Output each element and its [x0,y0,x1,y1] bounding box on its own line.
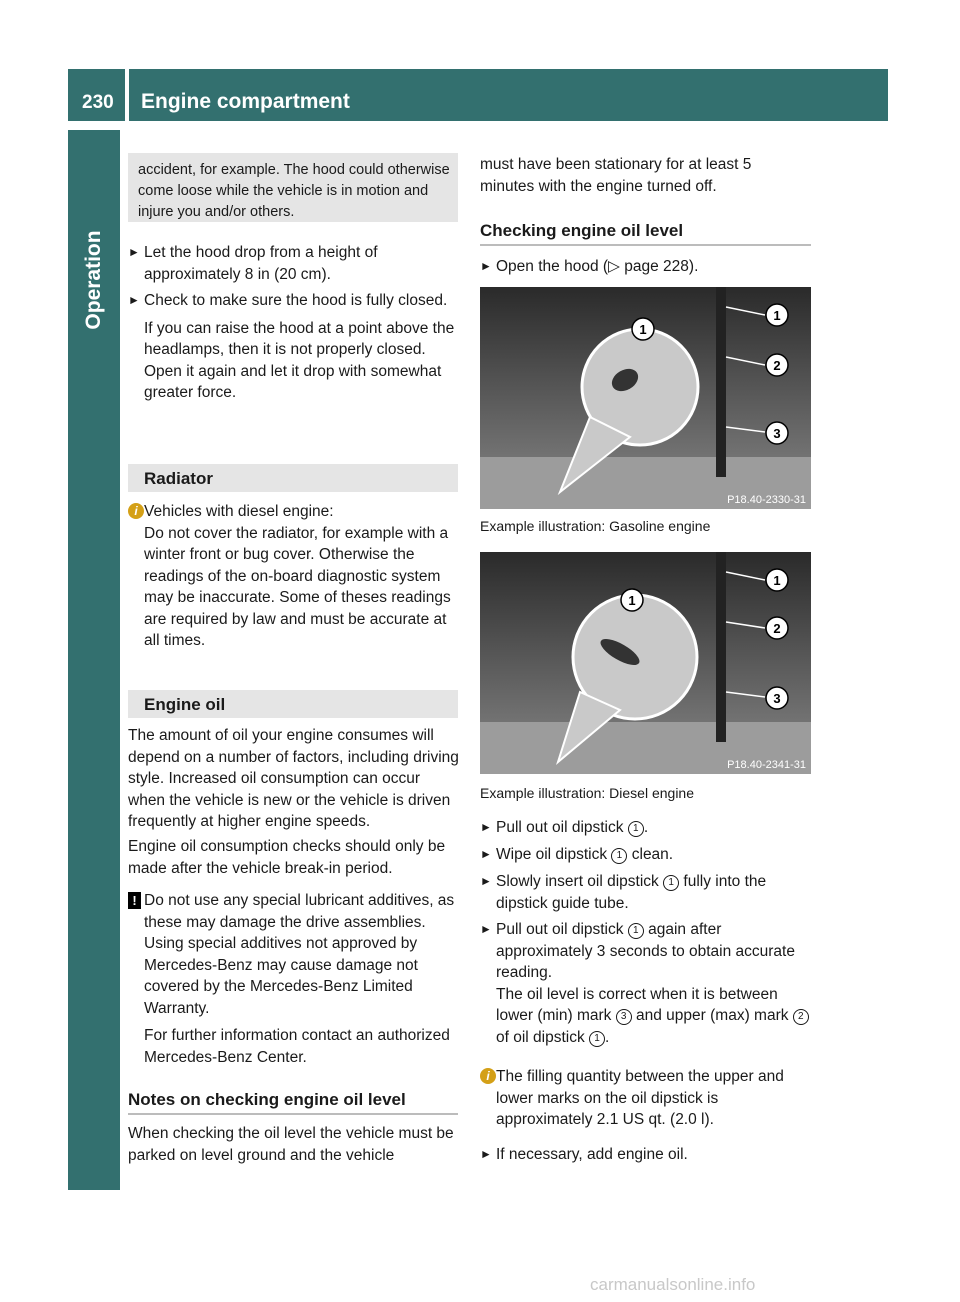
callout-1 [766,304,788,326]
svg-text:1: 1 [773,573,781,588]
engine-illustration [480,552,811,774]
callout-ref: 1 [663,875,679,891]
info-icon: i [480,1068,496,1084]
list-item: ► Pull out oil dipstick 1 again after approximately 3 seconds to obtain accurate reading. The oil level is correct when it is between lower (min) mark 3 and upper (max) mark 2 of oil dipstick 1 . [480,919,811,1048]
caution-note: ! Do not use any special lubricant additives, as these may damage the drive assemblies. Using special additives not approved by Mercedes-Benz may cause damage not covered by the Mercedes-Benz Limited Warranty. For further information contact an authorized Mercedes-Benz Center. [128,890,460,1068]
warning-box [128,153,458,222]
paragraph: When checking the oil level the vehicle must be parked on level ground and the vehicle [128,1125,454,1164]
figure-caption: Example illustration: Gasoline engine [480,518,711,534]
list-item: ► Open the hood (▷ page 228). [480,256,811,278]
page-number: 230 [82,92,114,113]
callout-2 [766,354,788,376]
section-heading-radiator: Radiator [128,464,458,492]
engine-illustration [480,287,811,509]
list-item: ► Wipe oil dipstick 1 clean. [480,844,811,866]
warning-text: accident, for example. The hood could otherwise come loose while the vehicle is in motion and injure you and/or others. [138,162,450,220]
info-note: i Vehicles with diesel engine: Do not cover the radiator, for example with a winter front or bug cover. Otherwise the readings of the on-board diagnostic system may be inaccurate. Some of theses readings are required by law and must be accurate at all times. [128,501,460,652]
arrow-bullet-icon: ► [480,820,492,834]
callout-ref: 1 [611,848,627,864]
callout-ref: 1 [628,923,644,939]
arrow-bullet-icon: ► [480,874,492,888]
callout-2 [766,617,788,639]
arrow-bullet-icon: ► [128,245,140,259]
section-label: Operation [82,230,105,330]
page-title: Engine compartment [141,90,350,113]
arrow-bullet-icon: ► [480,259,492,273]
svg-text:2: 2 [773,358,781,373]
step-note: The oil level is correct when it is between lower (min) mark 3 and upper (max) mark 2 of oil dipstick 1 . [496,984,811,1049]
svg-text:1: 1 [773,308,781,323]
callout-3 [766,687,788,709]
section-heading-engine-oil: Engine oil [128,690,458,718]
svg-text:1: 1 [628,593,636,608]
caution-icon: ! [128,892,141,909]
figure-caption: Example illustration: Diesel engine [480,785,694,801]
svg-text:3: 3 [773,426,781,441]
callout-1 [766,569,788,591]
subheading-notes: Notes on checking engine oil level [128,1090,406,1109]
paragraph: Engine oil consumption checks should only be made after the vehicle break-in period. [128,838,446,877]
callout-ref: 2 [793,1009,809,1025]
callout-ref: 3 [616,1009,632,1025]
list-item: ► If necessary, add engine oil. [480,1144,811,1166]
watermark: carmanualsonline.info [590,1275,756,1294]
callout-ref: 1 [628,821,644,837]
step-text: Let the hood drop from a height of approximately 8 in (20 cm). [144,244,378,283]
subheading-checking: Checking engine oil level [480,221,684,240]
dipstick [716,552,726,742]
figure-code: P18.40-2341-31 [727,759,806,771]
figure-code: P18.40-2330-31 [727,494,806,506]
list-item: ► Pull out oil dipstick 1 . [480,817,811,839]
header-divider [125,69,129,121]
info-icon: i [128,503,144,519]
list-item [128,242,458,285]
step-text: Check to make sure the hood is fully closed. [144,292,448,309]
callout-3 [766,422,788,444]
paragraph: must have been stationary for at least 5 minutes with the engine turned off. [480,156,752,195]
svg-text:1: 1 [639,322,647,337]
callout-ref: 1 [589,1031,605,1047]
rule [128,1113,458,1115]
arrow-bullet-icon: ► [480,922,492,936]
paragraph: The amount of oil your engine consumes will depend on a number of factors, including driving style. Increased oil consumption can occur when the vehicle is new or the vehicle is driven frequently at higher engine speeds. [128,727,459,830]
inset-callout-1 [632,318,654,340]
arrow-bullet-icon: ► [128,293,140,307]
list-item: ► Slowly insert oil dipstick 1 fully into the dipstick guide tube. [480,873,767,912]
arrow-bullet-icon: ► [480,847,492,861]
inset-callout-1 [621,589,643,611]
section-sidebar [68,130,120,1190]
list-item [128,290,458,404]
dipstick [716,287,726,477]
engine-photo-diesel [480,552,811,774]
rule [480,244,811,246]
info-note: i The filling quantity between the upper and lower marks on the oil dipstick is approximately 2.1 US qt. (2.0 l). [480,1066,813,1131]
step-note: If you can raise the hood at a point above the headlamps, then it is not properly closed. Open it again and let it drop with somewhat greater force. [144,319,455,401]
engine-photo-gasoline [480,287,811,509]
svg-text:2: 2 [773,621,781,636]
svg-text:3: 3 [773,691,781,706]
arrow-bullet-icon: ► [480,1147,492,1161]
